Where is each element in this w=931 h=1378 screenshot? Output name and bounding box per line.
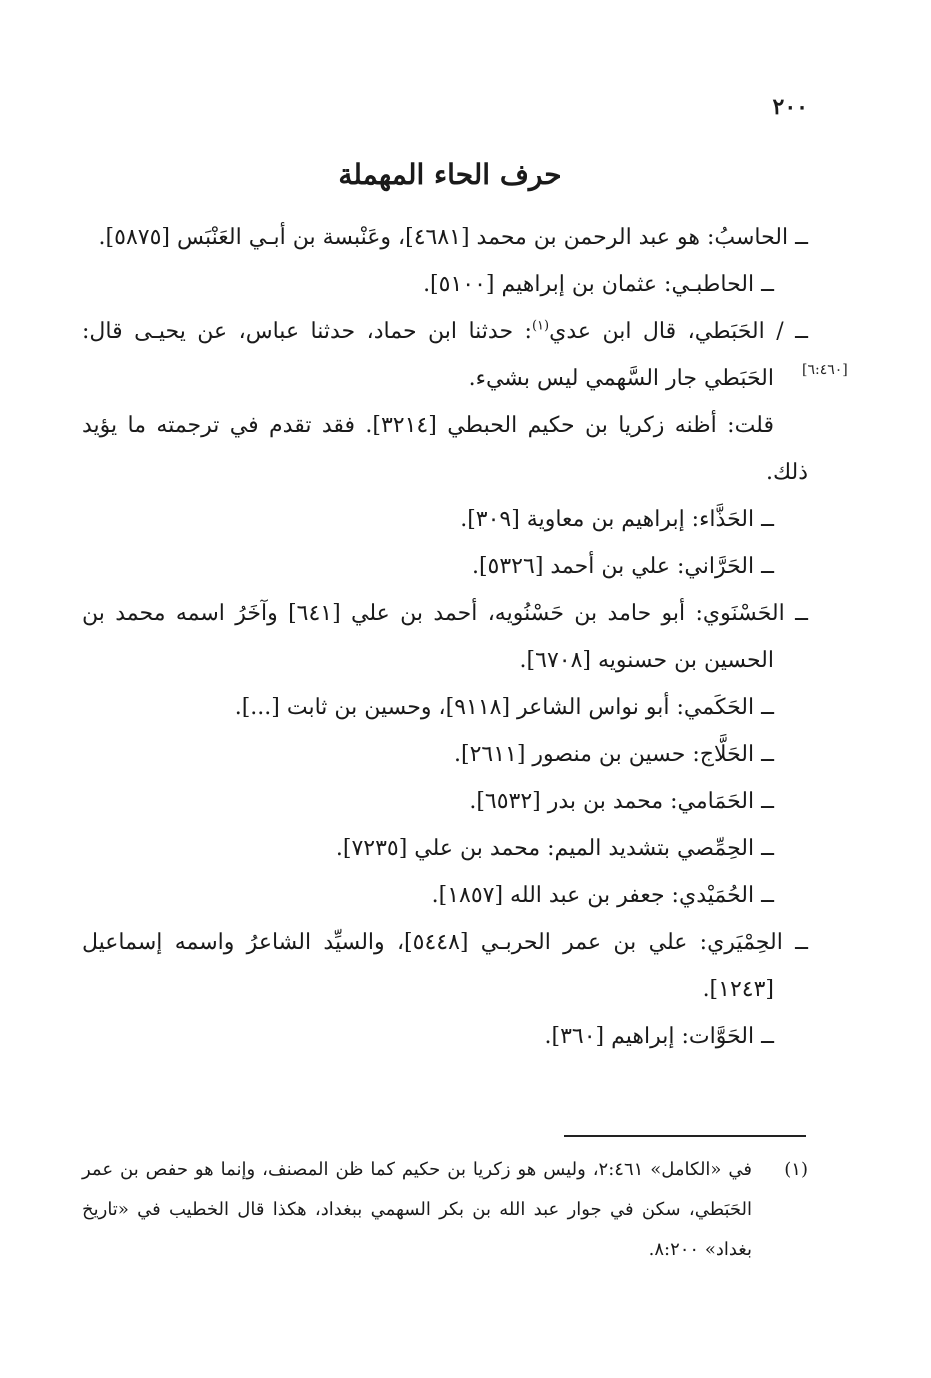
entry-humaydi: ــ الحُمَيْدي: جعفر بن عبد الله [١٨٥٧]. [431, 883, 774, 908]
footnote-number: (١) [784, 1159, 808, 1180]
entries-list [82, 214, 808, 1060]
footnote [82, 1150, 808, 1270]
entry-himsi: ــ الحِمِّصي بتشديد الميم: محمد بن علي [٧٢٣٥]. [335, 836, 774, 861]
entry-hasib: ــ الحاسبُ: هو عبد الرحمن بن محمد [٤٦٨١]، وعَنْبسة بن أبـي العَنْبَس [٥٨٧٥]. [98, 225, 808, 250]
page-number: ٢٠٠ [772, 94, 808, 120]
entry-hakami: ــ الحَكَمي: أبو نواس الشاعر [٩١١٨]، وحسين بن ثابت [...]. [234, 695, 774, 720]
entry-habati [82, 308, 808, 402]
entry-himyari: ــ الحِمْيَري: علي بن عمر الحربـي [٥٤٤٨]، والسيِّد الشاعرُ واسمه إسماعيل [١٢٤٣]. [82, 930, 808, 1002]
entry-habati-text-after: : حدثنا ابن حماد، حدثنا عباس، عن يحيـى قال: الحَبَطي جار السَّهمي ليس بشيء. [82, 319, 774, 391]
entry-hawwat: ــ الحَوَّات: إبراهيم [٣٦٠]. [544, 1024, 774, 1049]
entry-hasnawi: ــ الحَسْنَوي: أبو حامد بن حَسْنُويه، أحمد بن علي [٦٤١] وآخَرُ اسمه محمد بن الحسين بن حسنويه [٦٧٠٨]. [82, 601, 808, 673]
entry-note: قلت: أظنه زكريا بن حكيم الحبطي [٣٢١٤]. فقد تقدم في ترجمته ما يؤيد ذلك. [82, 413, 808, 485]
footnote-divider [564, 1135, 806, 1137]
entry-harrani: ــ الحَرَّاني: علي بن أحمد [٥٣٢٦]. [471, 554, 774, 579]
chapter-title: حرف الحاء المهملة [338, 158, 562, 191]
footnote-text: في «الكامل» ٢:٤٦١، وليس هو زكريا بن حكيم كما ظن المصنف، وإنما هو حفص بن عمر الحَبَطي، سكن في جوار عبد الله بن بكر السهمي ببغداد، هكذا قال الخطيب في «تاريخ بغداد» ٨:٢٠٠. [82, 1159, 752, 1260]
entry-hadhdha: ــ الحَذَّاء: إبراهيم بن معاوية [٣٠٩]. [460, 507, 774, 532]
entry-hamami: ــ الحَمَامي: محمد بن بدر [٦٥٣٢]. [469, 789, 774, 814]
footnotes [82, 1150, 808, 1270]
entry-hatibi: ــ الحاطبـي: عثمان بن إبراهيم [٥١٠٠]. [423, 272, 774, 297]
entry-hallaj: ــ الحَلَّاج: حسين بن منصور [٢٦١١]. [453, 742, 774, 767]
margin-reference: [٦:٤٦٠] [802, 362, 848, 378]
footnote-marker: (١) [531, 318, 550, 334]
entry-habati-text-before: ــ / الحَبَطي، قال ابن عدي [549, 319, 808, 344]
